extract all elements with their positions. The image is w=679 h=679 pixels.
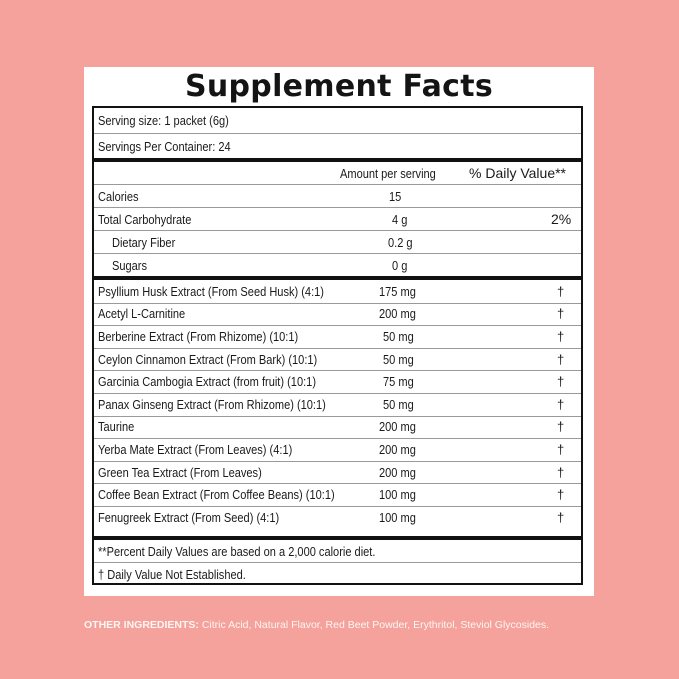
ingredient-row [94,325,581,348]
ingredient-amount: 50 mg [383,351,414,367]
amount-header: Amount per serving [340,165,436,181]
ingredient-name: Taurine [98,419,135,435]
dagger-icon: † [557,487,565,503]
dagger-icon: † [557,464,565,480]
dagger-icon: † [557,396,565,412]
facts-table [92,106,583,585]
ingredient-row [94,393,581,416]
ingredient-amount: 200 mg [379,419,416,435]
ingredient-amount: 100 mg [379,509,416,525]
serving-size-row [94,108,581,133]
ingredient-row [94,303,581,326]
dagger-icon: † [557,509,565,525]
footnote-not-established: † Daily Value Not Established. [98,566,246,582]
dagger-icon: † [557,283,565,299]
dagger-icon: † [557,419,565,435]
ingredient-amount: 200 mg [379,441,416,457]
ingredient-amount: 200 mg [379,306,416,322]
ingredient-amount: 100 mg [379,487,416,503]
ingredient-row [94,461,581,484]
ingredient-name: Garcinia Cambogia Extract (from fruit) (10:1) [98,374,316,390]
ingredient-amount: 75 mg [383,374,414,390]
ingredient-amount: 175 mg [379,283,416,299]
other-ingredients-label: OTHER INGREDIENTS: [84,619,199,631]
dagger-icon: † [557,351,565,367]
ingredient-name: Psyllium Husk Extract (From Seed Husk) (4:1) [98,283,324,299]
column-header-row [94,162,581,184]
dagger-icon: † [557,374,565,390]
daily-value-header: % Daily Value** [469,165,567,181]
ingredient-name: Fenugreek Extract (From Seed) (4:1) [98,509,280,525]
ingredient-row [94,483,581,506]
footnote-row [94,540,581,562]
ingredient-name: Acetyl L-Carnitine [98,306,186,322]
other-ingredients [84,619,549,631]
ingredient-row [94,416,581,439]
footnote-daily-values: **Percent Daily Values are based on a 2,000 calorie diet. [98,543,376,559]
ingredient-row [94,370,581,393]
servings-per-container-row [94,134,581,158]
nutrient-row: Total Carbohydrate 4 g 2% [98,211,572,227]
ingredient-name: Green Tea Extract (From Leaves) [98,464,262,480]
ingredient-amount: 200 mg [379,464,416,480]
ingredient-row [94,280,581,303]
ingredient-row [94,506,581,529]
ingredient-amount: 50 mg [383,328,414,344]
supplement-facts-panel [84,67,594,596]
nutrient-row: Sugars 0 g [112,257,408,273]
dagger-icon: † [557,328,565,344]
nutrient-row: Dietary Fiber 0.2 g [112,234,413,250]
other-ingredients-text: Citric Acid, Natural Flavor, Red Beet Powder, Erythritol, Steviol Glycosides. [198,619,550,631]
ingredient-name: Berberine Extract (From Rhizome) (10:1) [98,328,299,344]
dagger-icon: † [557,306,565,322]
nutrient-row: Calories 15 [98,188,402,204]
servings-per-container: Servings Per Container: 24 [98,138,231,154]
ingredient-amount: 50 mg [383,396,414,412]
ingredient-name: Coffee Bean Extract (From Coffee Beans) (10:1) [98,487,335,503]
ingredient-name: Yerba Mate Extract (From Leaves) (4:1) [98,441,293,457]
ingredient-row [94,438,581,461]
ingredient-name: Ceylon Cinnamon Extract (From Bark) (10:1) [98,351,318,367]
footnote-row [94,563,581,585]
panel-title: Supplement Facts [184,69,494,104]
serving-size: Serving size: 1 packet (6g) [98,113,229,128]
dagger-icon: † [557,441,565,457]
ingredient-row [94,348,581,371]
ingredient-name: Panax Ginseng Extract (From Rhizome) (10:1) [98,396,326,412]
